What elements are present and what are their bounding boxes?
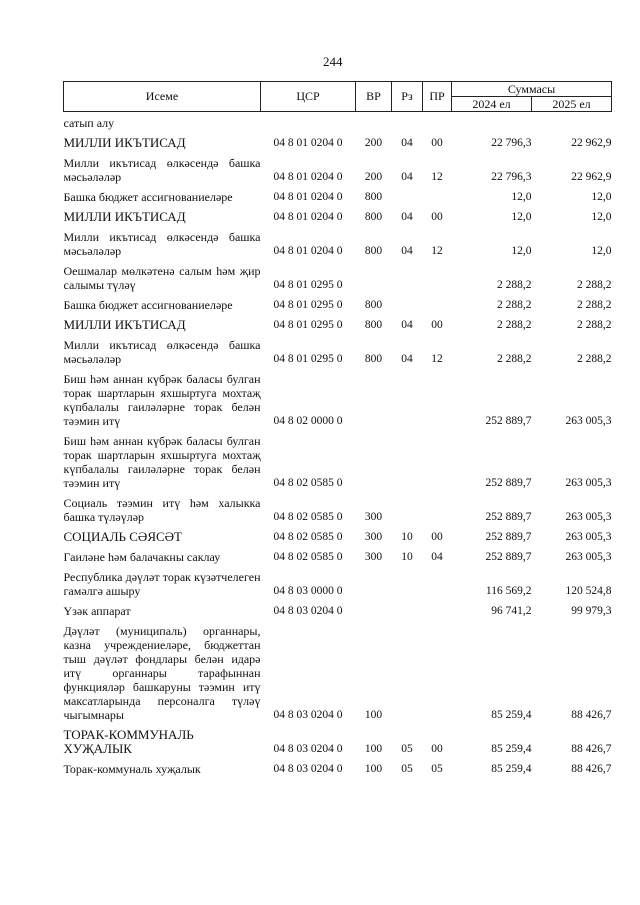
header-year-2024: 2024 ел bbox=[452, 97, 532, 112]
row-sum-2024: 116 569,2 bbox=[485, 585, 532, 597]
row-csr: 04 8 03 0204 0 bbox=[273, 709, 343, 721]
row-pr bbox=[423, 112, 452, 133]
row-sum-2024: 252 889,7 bbox=[485, 511, 532, 523]
page-number: 244 bbox=[323, 54, 343, 69]
row-name: Милли икътисад өлкәсендә башка мәсьәләләр bbox=[63, 338, 261, 366]
row-pr: 00 bbox=[431, 319, 443, 331]
row-vr: 100 bbox=[364, 709, 383, 721]
table-row bbox=[64, 724, 612, 758]
row-sum-2024: 12,0 bbox=[511, 211, 532, 223]
row-rz: 04 bbox=[401, 171, 413, 183]
header-csr: ЦСР bbox=[261, 82, 356, 112]
row-pr bbox=[423, 186, 452, 206]
row-pr bbox=[423, 368, 452, 430]
table-row bbox=[64, 294, 612, 314]
row-rz bbox=[392, 186, 423, 206]
header-year-2025: 2025 ел bbox=[532, 97, 612, 112]
row-vr: 800 bbox=[364, 245, 383, 257]
row-name: МИЛЛИ ИКЪТИСАД bbox=[63, 317, 186, 332]
row-pr: 12 bbox=[431, 353, 443, 365]
header-sums: Суммасы bbox=[452, 82, 612, 97]
row-sum-2025: 88 426,7 bbox=[571, 763, 612, 775]
row-rz bbox=[392, 112, 423, 133]
row-pr: 00 bbox=[431, 137, 443, 149]
table-row bbox=[64, 206, 612, 226]
row-sum-2024: 252 889,7 bbox=[485, 477, 532, 489]
row-name: МИЛЛИ ИКЪТИСАД bbox=[63, 135, 186, 150]
row-sum-2024: 12,0 bbox=[511, 191, 532, 203]
row-csr: 04 8 02 0585 0 bbox=[273, 477, 343, 489]
row-vr bbox=[356, 430, 392, 492]
row-pr: 12 bbox=[431, 171, 443, 183]
row-rz: 04 bbox=[401, 137, 413, 149]
table-row bbox=[64, 600, 612, 620]
row-name: Башка бюджет ассигнованиеләре bbox=[63, 190, 233, 204]
table-row bbox=[64, 226, 612, 260]
row-pr bbox=[423, 260, 452, 294]
row-sum-2025: 263 005,3 bbox=[565, 551, 612, 563]
row-csr: 04 8 01 0204 0 bbox=[273, 245, 343, 257]
row-vr: 200 bbox=[364, 137, 383, 149]
row-name: Республика дәүләт торак күзәтчелеген гамәлгә ашыру bbox=[63, 570, 261, 598]
row-rz: 05 bbox=[401, 763, 413, 775]
row-vr: 200 bbox=[364, 171, 383, 183]
row-name: Гаиләне һәм балачакны саклау bbox=[63, 550, 221, 564]
row-pr bbox=[423, 600, 452, 620]
row-csr: 04 8 02 0000 0 bbox=[273, 415, 343, 427]
row-sum-2024: 2 288,2 bbox=[497, 279, 532, 291]
row-sum-2024: 252 889,7 bbox=[485, 551, 532, 563]
row-csr: 04 8 03 0000 0 bbox=[273, 585, 343, 597]
row-csr: 04 8 03 0204 0 bbox=[273, 763, 343, 775]
row-name: Торак-коммуналь хуҗалык bbox=[63, 762, 201, 776]
row-rz bbox=[392, 600, 423, 620]
row-csr: 04 8 03 0204 0 bbox=[273, 743, 343, 755]
row-pr bbox=[423, 566, 452, 600]
table-row bbox=[64, 334, 612, 368]
row-sum-2025: 263 005,3 bbox=[565, 477, 612, 489]
row-csr bbox=[261, 112, 356, 133]
row-csr: 04 8 01 0204 0 bbox=[273, 211, 343, 223]
row-sum-2024 bbox=[452, 112, 532, 133]
row-vr: 800 bbox=[364, 191, 383, 203]
row-name: Дәүләт (муниципаль) органнары, казна учреждениеләре, бюджеттан тыш дәүләт фондлары белән идарә итү органнары тарафыннан функцияләр башкаруны тәэмин итү максатларында персоналга түләү чыгымнары bbox=[63, 624, 261, 722]
row-pr: 00 bbox=[431, 743, 443, 755]
table-row bbox=[64, 566, 612, 600]
row-sum-2025: 22 962,9 bbox=[571, 171, 612, 183]
row-vr bbox=[356, 368, 392, 430]
row-sum-2025: 263 005,3 bbox=[565, 415, 612, 427]
row-pr bbox=[423, 492, 452, 526]
table-row bbox=[64, 368, 612, 430]
row-csr: 04 8 02 0585 0 bbox=[273, 531, 343, 543]
row-sum-2025: 263 005,3 bbox=[565, 511, 612, 523]
row-csr: 04 8 02 0585 0 bbox=[273, 551, 343, 563]
row-csr: 04 8 02 0585 0 bbox=[273, 511, 343, 523]
row-sum-2024: 2 288,2 bbox=[497, 299, 532, 311]
row-vr: 800 bbox=[364, 353, 383, 365]
row-sum-2025: 12,0 bbox=[591, 245, 612, 257]
row-sum-2025: 2 288,2 bbox=[577, 299, 612, 311]
row-sum-2024: 85 259,4 bbox=[491, 743, 532, 755]
row-name: Социаль тәэмин итү һәм халыкка башка түләүләр bbox=[63, 496, 261, 524]
row-csr: 04 8 01 0295 0 bbox=[273, 299, 343, 311]
table-row bbox=[64, 112, 612, 133]
row-vr: 300 bbox=[364, 531, 383, 543]
row-pr bbox=[423, 620, 452, 724]
row-sum-2025: 88 426,7 bbox=[571, 743, 612, 755]
row-name: Биш һәм аннан күбрәк баласы булган торак шартларын яхшыртуга мохтаҗ күпбалалы гаиләләрне торак белән тәэмин итү bbox=[63, 434, 261, 490]
table-row bbox=[64, 260, 612, 294]
row-pr bbox=[423, 294, 452, 314]
row-rz: 04 bbox=[401, 319, 413, 331]
row-vr bbox=[356, 566, 392, 600]
row-sum-2025: 2 288,2 bbox=[577, 319, 612, 331]
table-header bbox=[64, 82, 612, 112]
row-sum-2024: 12,0 bbox=[511, 245, 532, 257]
row-csr: 04 8 01 0204 0 bbox=[273, 191, 343, 203]
row-vr: 800 bbox=[364, 319, 383, 331]
row-rz bbox=[392, 620, 423, 724]
row-name: сатып алу bbox=[63, 116, 115, 130]
row-pr: 04 bbox=[431, 551, 443, 563]
row-sum-2024: 85 259,4 bbox=[491, 763, 532, 775]
row-csr: 04 8 01 0295 0 bbox=[273, 279, 343, 291]
row-sum-2024: 96 741,2 bbox=[491, 605, 532, 617]
row-pr: 05 bbox=[431, 763, 443, 775]
table-row bbox=[64, 758, 612, 778]
row-sum-2025: 2 288,2 bbox=[577, 279, 612, 291]
table-row bbox=[64, 620, 612, 724]
row-pr: 12 bbox=[431, 245, 443, 257]
row-name: Башка бюджет ассигнованиеләре bbox=[63, 298, 233, 312]
row-rz: 10 bbox=[401, 551, 413, 563]
row-vr: 800 bbox=[364, 211, 383, 223]
row-sum-2024: 22 796,3 bbox=[491, 171, 532, 183]
row-rz bbox=[392, 430, 423, 492]
table-row bbox=[64, 152, 612, 186]
row-sum-2025: 88 426,7 bbox=[571, 709, 612, 721]
row-vr: 300 bbox=[364, 511, 383, 523]
table-row bbox=[64, 546, 612, 566]
row-sum-2025: 263 005,3 bbox=[565, 531, 612, 543]
table-row bbox=[64, 186, 612, 206]
row-rz: 05 bbox=[401, 743, 413, 755]
row-rz: 10 bbox=[401, 531, 413, 543]
row-pr bbox=[423, 430, 452, 492]
row-rz: 04 bbox=[401, 211, 413, 223]
row-sum-2025: 99 979,3 bbox=[571, 605, 612, 617]
row-vr: 300 bbox=[364, 551, 383, 563]
row-rz bbox=[392, 566, 423, 600]
row-sum-2025: 2 288,2 bbox=[577, 353, 612, 365]
row-csr: 04 8 01 0204 0 bbox=[273, 171, 343, 183]
row-sum-2025: 22 962,9 bbox=[571, 137, 612, 149]
row-name: Үзәк аппарат bbox=[63, 604, 131, 618]
row-sum-2024: 252 889,7 bbox=[485, 415, 532, 427]
row-name: Милли икътисад өлкәсендә башка мәсьәләләр bbox=[63, 230, 261, 258]
row-sum-2025: 120 524,8 bbox=[565, 585, 612, 597]
row-rz bbox=[392, 492, 423, 526]
table-row bbox=[64, 526, 612, 546]
table-row bbox=[64, 430, 612, 492]
row-name: Биш һәм аннан күбрәк баласы булган торак шартларын яхшыртуга мохтаҗ күпбалалы гаиләләрне торак белән тәэмин итү bbox=[63, 372, 261, 428]
row-name: ТОРАК-КОММУНАЛЬ ХУҖАЛЫК bbox=[63, 727, 194, 756]
row-csr: 04 8 01 0295 0 bbox=[273, 319, 343, 331]
row-pr: 00 bbox=[431, 531, 443, 543]
row-csr: 04 8 01 0295 0 bbox=[273, 353, 343, 365]
row-rz bbox=[392, 294, 423, 314]
row-sum-2024: 2 288,2 bbox=[497, 319, 532, 331]
header-name: Исеме bbox=[64, 82, 261, 112]
row-sum-2024: 252 889,7 bbox=[485, 531, 532, 543]
row-csr: 04 8 01 0204 0 bbox=[273, 137, 343, 149]
row-vr: 100 bbox=[364, 743, 383, 755]
table-row bbox=[64, 492, 612, 526]
row-pr: 00 bbox=[431, 211, 443, 223]
row-sum-2024: 22 796,3 bbox=[491, 137, 532, 149]
row-csr: 04 8 03 0204 0 bbox=[273, 605, 343, 617]
row-vr bbox=[356, 112, 392, 133]
header-vr: ВР bbox=[356, 82, 392, 112]
row-vr: 800 bbox=[364, 299, 383, 311]
row-sum-2025: 12,0 bbox=[591, 191, 612, 203]
row-sum-2025 bbox=[532, 112, 612, 133]
header-rz: Рз bbox=[392, 82, 423, 112]
header-pr: ПР bbox=[423, 82, 452, 112]
row-sum-2024: 85 259,4 bbox=[491, 709, 532, 721]
row-rz: 04 bbox=[401, 353, 413, 365]
table-body bbox=[64, 112, 612, 779]
table-row bbox=[64, 314, 612, 334]
row-name: МИЛЛИ ИКЪТИСАД bbox=[63, 209, 186, 224]
row-vr bbox=[356, 260, 392, 294]
row-name: Оешмалар мөлкәтенә салым һәм җир салымы түләү bbox=[63, 264, 261, 292]
row-rz: 04 bbox=[401, 245, 413, 257]
row-vr: 100 bbox=[364, 763, 383, 775]
row-rz bbox=[392, 260, 423, 294]
row-name: Милли икътисад өлкәсендә башка мәсьәләләр bbox=[63, 156, 261, 184]
row-vr bbox=[356, 600, 392, 620]
row-name: СОЦИАЛЬ СӘЯСӘТ bbox=[63, 529, 182, 544]
row-rz bbox=[392, 368, 423, 430]
budget-table bbox=[63, 81, 612, 778]
row-sum-2024: 2 288,2 bbox=[497, 353, 532, 365]
row-sum-2025: 12,0 bbox=[591, 211, 612, 223]
table-row bbox=[64, 132, 612, 152]
